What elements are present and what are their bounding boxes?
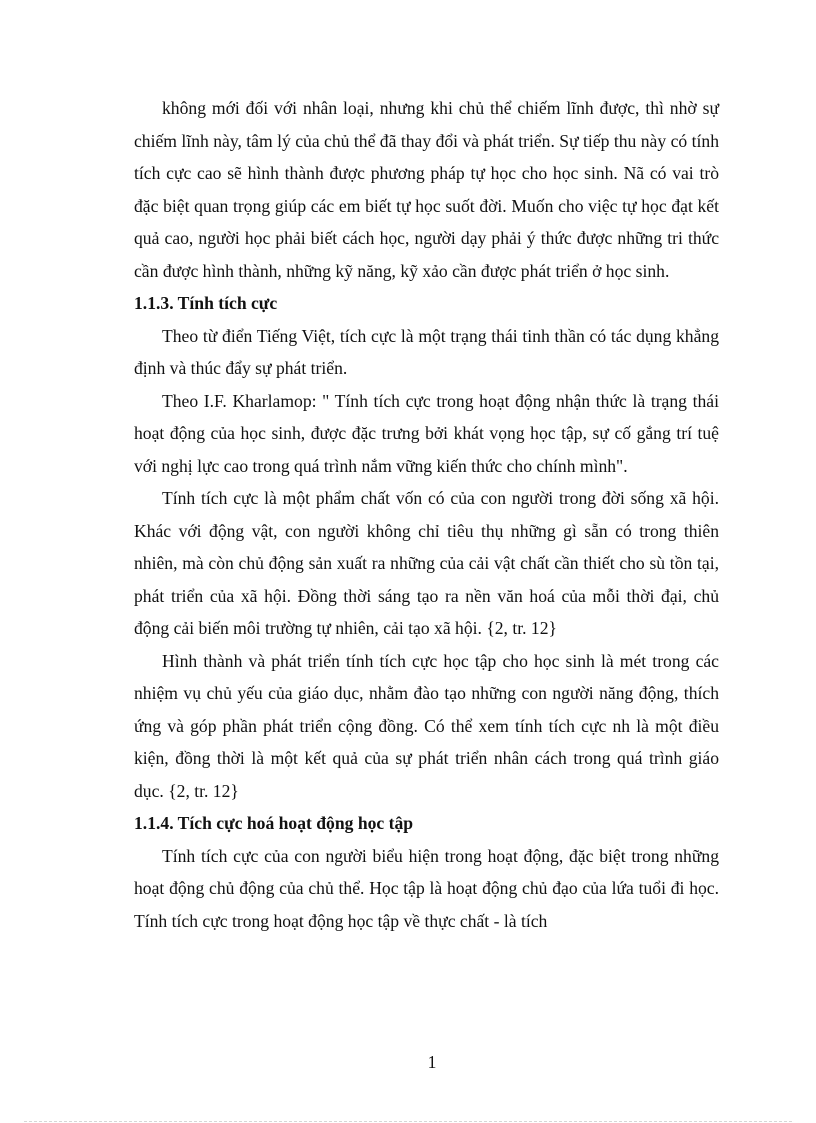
paragraph: Tính tích cực của con người biểu hiện trong hoạt động, đặc biệt trong những hoạt động chủ động của chủ thể. Học tập là hoạt động chủ đạo của lứa tuổi đi học. Tính tích cực trong hoạt động học tập về thực chất - là tích <box>134 845 719 931</box>
paragraph: Theo I.F. Kharlamop: " Tính tích cực trong hoạt động nhận thức là trạng thái hoạt động của học sinh, được đặc trưng bởi khát vọng học tập, sự cố gắng trí tuệ với nghị lực cao trong quá trình nắm vững kiến thức cho chính mình". <box>134 390 719 476</box>
page-bottom-divider <box>24 1121 792 1122</box>
paragraph: Tính tích cực là một phẩm chất vốn có của con người trong đời sống xã hội. Khác với động vật, con người không chỉ tiêu thụ những gì sẵn có trong thiên nhiên, mà còn chủ động sản xuất ra những của cải vật chất cần thiết cho sù tồn tại, phát triển của xã hội. Đồng thời sáng tạo ra nền văn hoá của mỗi thời đại, chủ động cải biến môi trường tự nhiên, cải tạo xã hội. {2, tr. 12} <box>134 488 719 638</box>
section-heading-1-1-3: 1.1.3. Tính tích cực <box>134 293 278 313</box>
paragraph: Hình thành và phát triển tính tích cực học tập cho học sinh là mét trong các nhiệm vụ chủ yếu của giáo dục, nhằm đào tạo những con người năng động, thích ứng và góp phần phát triển cộng đồng. Có thể xem tính tích cực nh là một điều kiện, đồng thời là một kết quả của sự phát triển nhân cách trong quá trình giáo dục. {2, tr. 12} <box>134 650 719 801</box>
paragraph: Theo từ điển Tiếng Việt, tích cực là một trạng thái tinh thần có tác dụng khẳng định và thúc đẩy sự phát triển. <box>134 325 719 378</box>
page-number: 1 <box>427 1052 437 1072</box>
paragraph: không mới đối với nhân loại, nhưng khi chủ thể chiếm lĩnh được, thì nhờ sự chiếm lĩnh này, tâm lý của chủ thể đã thay đổi và phát triển. Sự tiếp thu này có tính tích cực cao sẽ hình thành được phương pháp tự học cho học sinh. Nã có vai trò đặc biệt quan trọng giúp các em biết tự học suốt đời. Muốn cho việc tự học đạt kết quả cao, người học phải biết cách học, người dạy phải ý thức được những tri thức cần được hình thành, những kỹ năng, kỹ xảo cần được phát triển ở học sinh. <box>134 98 719 281</box>
section-heading-1-1-4: 1.1.4. Tích cực hoá hoạt động học tập <box>134 813 414 833</box>
document-body <box>134 92 719 937</box>
